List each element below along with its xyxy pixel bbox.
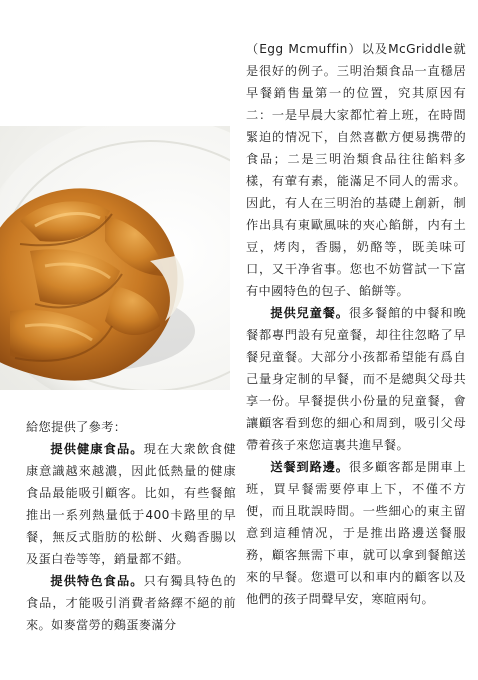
paragraph-text: （Egg Mcmuffin）以及McGriddle就是很好的例子。三明治類食品一直穩居早餐銷售量第一的位置，究其原因有二：一是早晨大家都忙着上班，在時間緊迫的情况下，自然喜歡方便易携帶的食品；二是三明治類食品往往餡料多樣，有葷有素，能滿足不同人的需求。因此，有人在三明治的基礎上創新，制作出具有東歐風味的夾心餡餅，内有土豆，烤肉，香腸，奶酪等，既美味可口，又干净省事。您也不妨嘗試一下富有中國特色的包子、餡餅等。: [246, 42, 466, 298]
croissant-photo: [0, 126, 230, 390]
paragraph-text: 只有獨具特色的食品，才能吸引消費者絡繹不絕的前來。如麥當勞的鷄蛋麥滿分: [26, 574, 237, 632]
section-heading-kids-meal: 提供兒童餐。: [270, 306, 349, 320]
paragraph-healthy-food: [26, 438, 236, 570]
paragraph-text: 現在大衆飲食健康意識越來越濃，因此低熱量的健康食品最能吸引顧客。比如，有些餐館推出一系列熱量低于400卡路里的早餐，無反式脂肪的松餅、火鷄香腸以及蛋白卷等等，銷量都不錯。: [26, 442, 237, 566]
intro-text: 給您提供了參考：: [26, 420, 127, 434]
paragraph-curbside-delivery: [246, 456, 466, 610]
intro-line: [26, 416, 236, 438]
section-heading-special-food: 提供特色食品。: [50, 574, 144, 588]
section-heading-healthy-food: 提供健康食品。: [50, 442, 144, 456]
paragraph-text: 很多顧客都是開車上班，買早餐需要停車上下，不僅不方便，而且耽誤時間。一些細心的東主留意到這種情况，于是推出路邊送餐服務，顧客無需下車，就可以拿到餐館送來的早餐。您還可以和車内的顧客以及他們的孩子問聲早安，寒暄兩句。: [246, 460, 466, 606]
section-heading-curbside-delivery: 送餐到路邊。: [270, 460, 349, 474]
croissant-illustration: [0, 126, 230, 390]
paragraph-text: 很多餐館的中餐和晚餐都專門設有兒童餐，却往往忽略了早餐兒童餐。大部分小孩都希望能有爲自己量身定制的早餐，而不是總與父母共享一份。早餐提供小份量的兒童餐，會讓顧客看到您的細心和周到，吸引父母帶着孩子來您這裏共進早餐。: [246, 306, 466, 452]
paragraph-special-food-continued: [246, 38, 466, 302]
paragraph-special-food: [26, 570, 236, 636]
paragraph-kids-meal: [246, 302, 466, 456]
left-column: [26, 416, 236, 636]
right-column: [246, 38, 466, 610]
